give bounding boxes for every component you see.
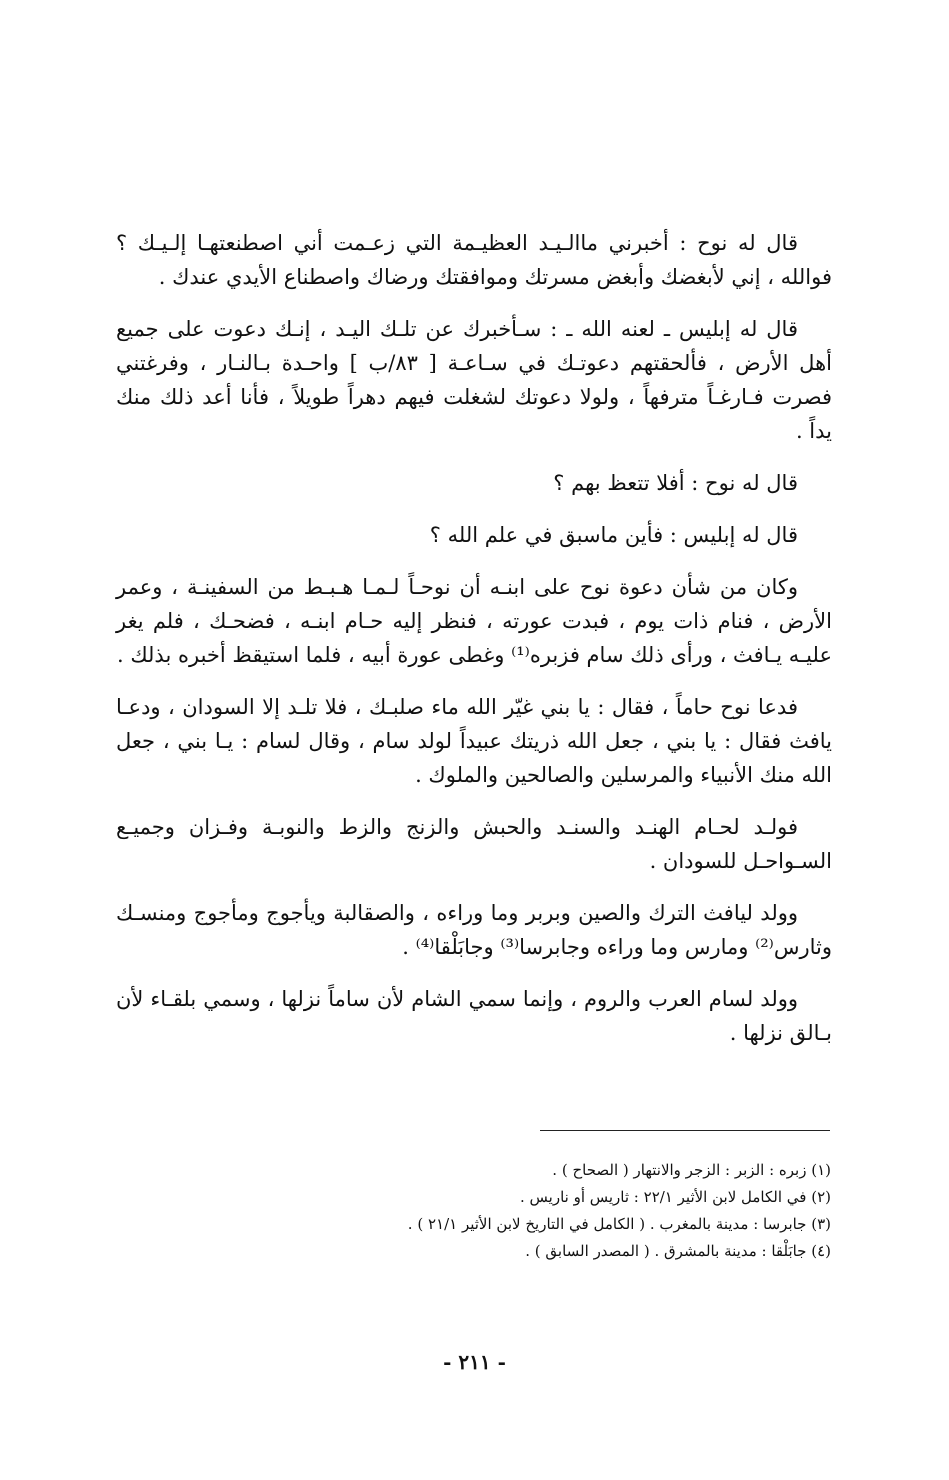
footnote-2: (٢) في الكامل لابن الأثير ٢٢/١ : ثاريس أو ناريس . [519, 1188, 831, 1206]
paragraph-8: وولد ليافث الترك والصين وبربر وما وراءه ، والصقالبة ويأجوج ومأجوج ومنسـك وثارس⁽²⁾ ومارس وما وراءه وجابرسا⁽³⁾ وجابَلْقا⁽⁴⁾ . [116, 901, 832, 959]
paragraph-2: قال له إبليس ـ لعنه الله ـ : سـأخبرك عن تلـك اليـد ، إنـك دعوت على جميع أهل الأرض ، فألحقتهم دعوتـك في سـاعـة [ ٨٣/ب ] واحـدة بـالنـار ، وفرغتني فصرت فـارغـاً مترفهاً ، ولولا دعوتك لشغلت فيهم دهراً طويلاً ، فأنا أعد ذلك منك يداً . [116, 317, 832, 443]
page-number: - ٢١١ - [443, 1350, 506, 1374]
paragraph-6: فدعا نوح حاماً ، فقال : يا بني غيّر الله ماء صلبـك ، فلا تلـد إلا السودان ، ودعـا يافث فقال : يا بني ، جعل الله ذريتك عبيداً لولد سام ، وقال لسام : يـا بني ، جعل الله منك الأنبياء والمرسلين والصالحين والملوك . [116, 695, 832, 787]
footnote-divider [540, 1130, 830, 1131]
footnote-3: (٣) جابرسا : مدينة بالمغرب . ( الكامل في التاريخ لابن الأثير ٢١/١ ) . [407, 1215, 831, 1233]
paragraph-3: قال له نوح : أفلا تتعظ بهم ؟ [553, 471, 798, 495]
paragraph-5: وكان من شأن دعوة نوح على ابنـه أن نوحـاً لـمـا هـبـط من السفينـة ، وعمر الأرض ، فنام ذات يوم ، فبدت عورته ، فنظر إليه حـام ابنـه ، فضحـك ، فلم يغر عليـه يـافث ، ورأى ذلك سام فزبره⁽¹⁾ وغطى عورة أبيه ، فلما استيقظ أخبره بذلك . [116, 575, 832, 667]
main-text [116, 226, 832, 1068]
paragraph-9: وولد لسام العرب والروم ، وإنما سمي الشام لأن ساماً نزلها ، وسمي بلقـاء لأن بـالق نزلها . [116, 987, 832, 1045]
footnotes-list [115, 1157, 831, 1265]
footnote-1: (١) زبره : الزبر : الزجر والانتهار ( الصحاح ) . [552, 1161, 831, 1179]
paragraph-1: قال له نوح : أخبرني ماالـيـد العظيـمة التي زعـمت أني اصطنعتهـا إلـيـك ؟ فوالله ، إني لأبغضك وأبغض مسرتك وموافقتك ورضاك واصطناع الأيدي عندك . [116, 231, 832, 289]
paragraph-4: قال له إبليس : فأين ماسبق في علم الله ؟ [429, 523, 798, 547]
paragraph-7: فولـد لحـام الهنـد والسنـد والحبش والزنج والزط والنوبـة وفـزان وجميـع السـواحـل للسودان . [116, 815, 832, 873]
footnote-4: (٤) جابَلْقا : مدينة بالمشرق . ( المصدر السابق ) . [525, 1242, 831, 1260]
